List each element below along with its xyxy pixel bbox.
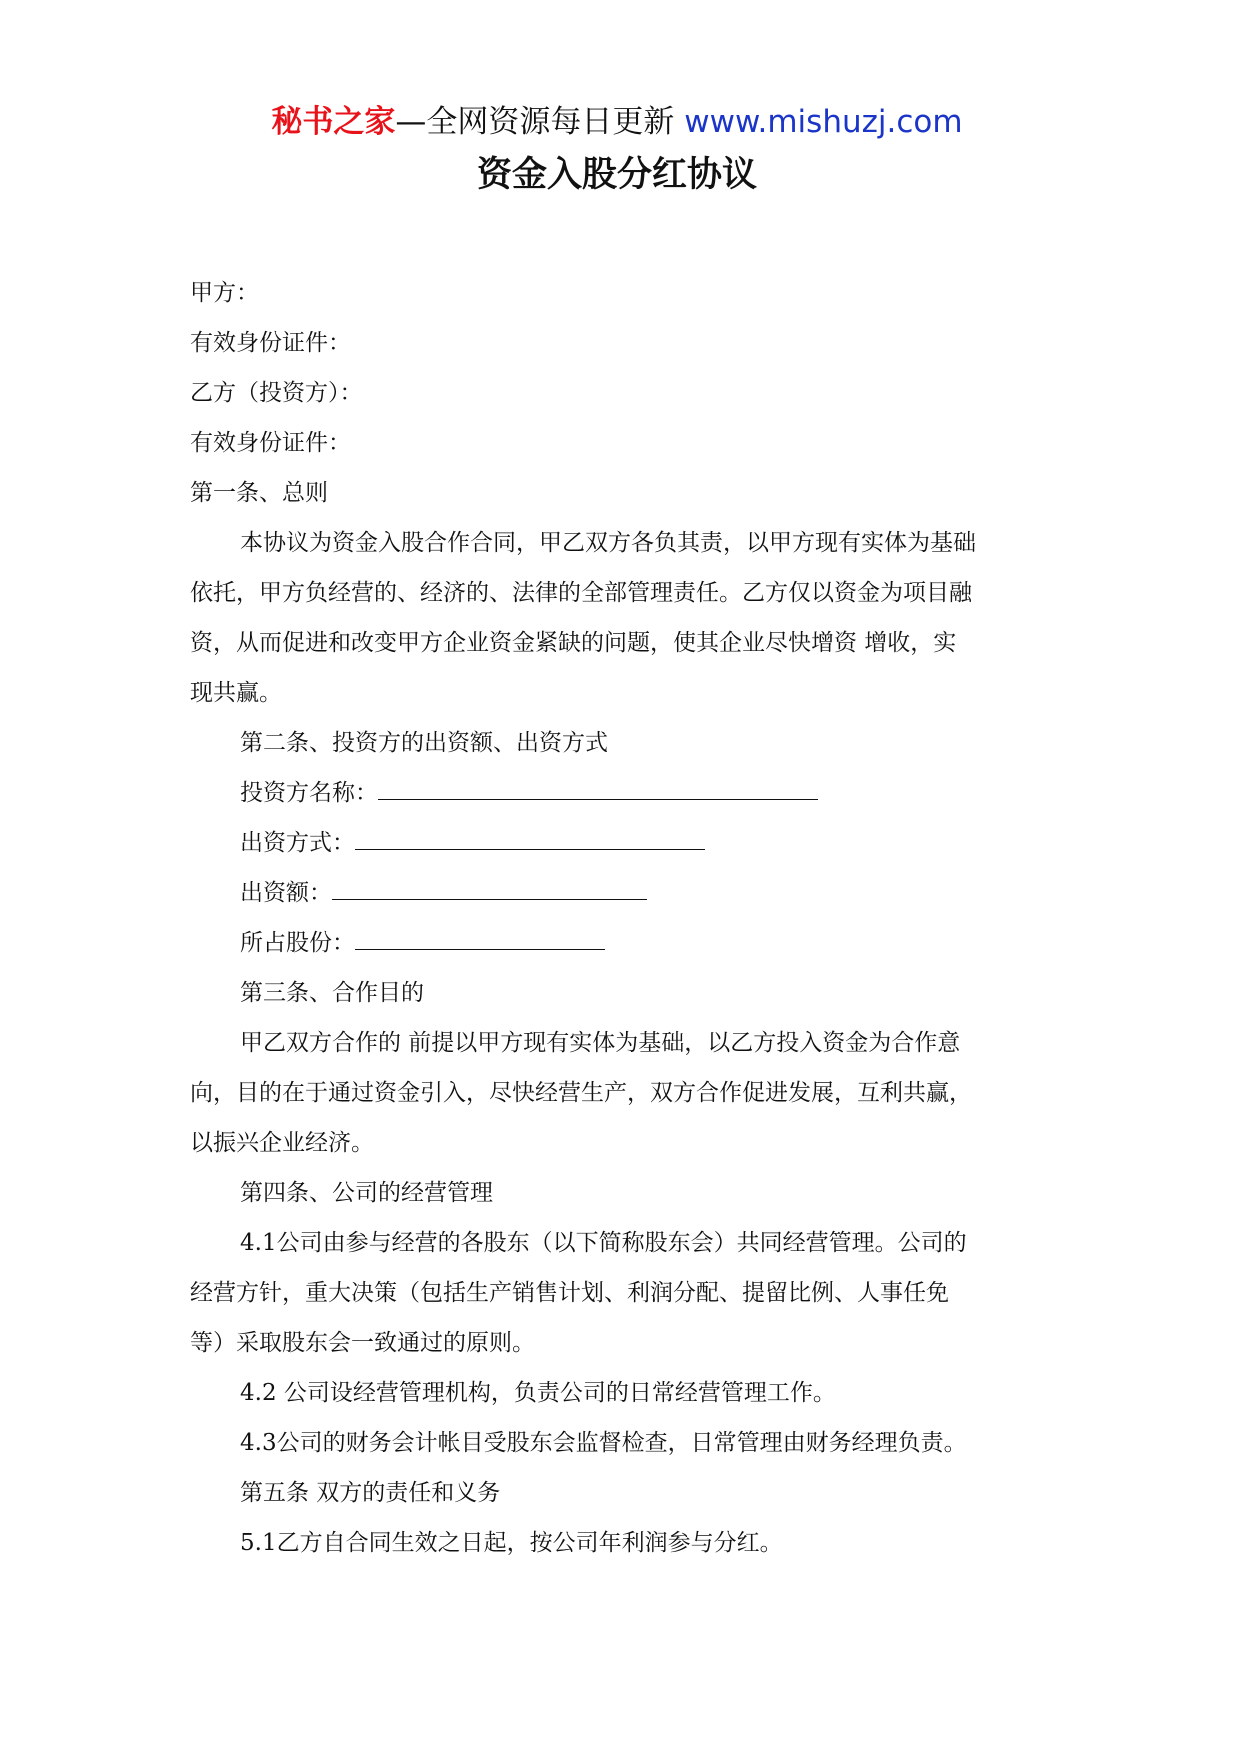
header-tagline: 全网资源每日更新 <box>426 104 675 140</box>
site-header <box>0 100 1234 144</box>
article-1-heading: 第一条、总则 <box>190 480 328 506</box>
article-5-heading: 第五条 双方的责任和义务 <box>240 1480 501 1506</box>
article-2-heading: 第二条、投资方的出资额、出资方式 <box>240 730 608 756</box>
header-dash: — <box>395 104 427 140</box>
party-b-line: 乙方（投资方）： <box>190 380 363 406</box>
article-1-line-1: 本协议为资金入股合作合同，甲乙双方各负其责，以甲方现有实体为基础 <box>240 530 976 556</box>
document-body <box>190 268 1050 1568</box>
investment-method-field <box>190 818 1050 868</box>
investor-name-label: 投资方名称： <box>240 780 378 806</box>
article-3-line-2: 向，目的在于通过资金引入，尽快经营生产，双方合作促进发展，互利共赢， <box>190 1080 972 1106</box>
investment-amount-label: 出资额： <box>240 880 332 906</box>
share-label: 所占股份： <box>240 930 355 956</box>
article-1-line-4: 现共赢。 <box>190 680 282 706</box>
investor-name-blank <box>378 775 818 800</box>
article-4-2: 4.2 公司设经营管理机构，负责公司的日常经营管理工作。 <box>240 1380 836 1406</box>
site-url-link[interactable]: www.mishuzj.com <box>684 104 963 140</box>
share-blank <box>355 925 605 950</box>
article-3-line-1: 甲乙双方合作的 前提以甲方现有实体为基础，以乙方投入资金为合作意 <box>240 1030 961 1056</box>
document-title: 资金入股分红协议 <box>476 155 757 195</box>
investment-method-blank <box>355 825 705 850</box>
article-4-heading: 第四条、公司的经营管理 <box>240 1180 493 1206</box>
investment-amount-field <box>190 868 1050 918</box>
party-b-id-line: 有效身份证件： <box>190 430 351 456</box>
article-3-heading: 第三条、合作目的 <box>240 980 424 1006</box>
investor-name-field <box>190 768 1050 818</box>
party-a-id-line: 有效身份证件： <box>190 330 351 356</box>
article-3-line-3: 以振兴企业经济。 <box>190 1130 374 1156</box>
investment-amount-blank <box>332 875 647 900</box>
article-4-1-line-1: 4.1公司由参与经营的各股东（以下简称股东会）共同经营管理。公司的 <box>240 1230 967 1256</box>
article-4-1-line-2: 经营方针，重大决策（包括生产销售计划、利润分配、提留比例、人事任免 <box>190 1280 949 1306</box>
article-1-line-3: 资，从而促进和改变甲方企业资金紧缺的问题，使其企业尽快增资 增收，实 <box>190 630 957 656</box>
investment-method-label: 出资方式： <box>240 830 355 856</box>
article-4-1-line-3: 等）采取股东会一致通过的原则。 <box>190 1330 535 1356</box>
party-a-line: 甲方： <box>190 280 259 306</box>
brand-name: 秘书之家 <box>271 104 396 140</box>
article-5-1: 5.1乙方自合同生效之日起，按公司年利润参与分红。 <box>240 1530 783 1556</box>
article-1-line-2: 依托，甲方负经营的、经济的、法律的全部管理责任。乙方仅以资金为项目融 <box>190 580 972 606</box>
share-field <box>190 918 1050 968</box>
article-4-3: 4.3公司的财务会计帐目受股东会监督检查，日常管理由财务经理负责。 <box>240 1430 967 1456</box>
